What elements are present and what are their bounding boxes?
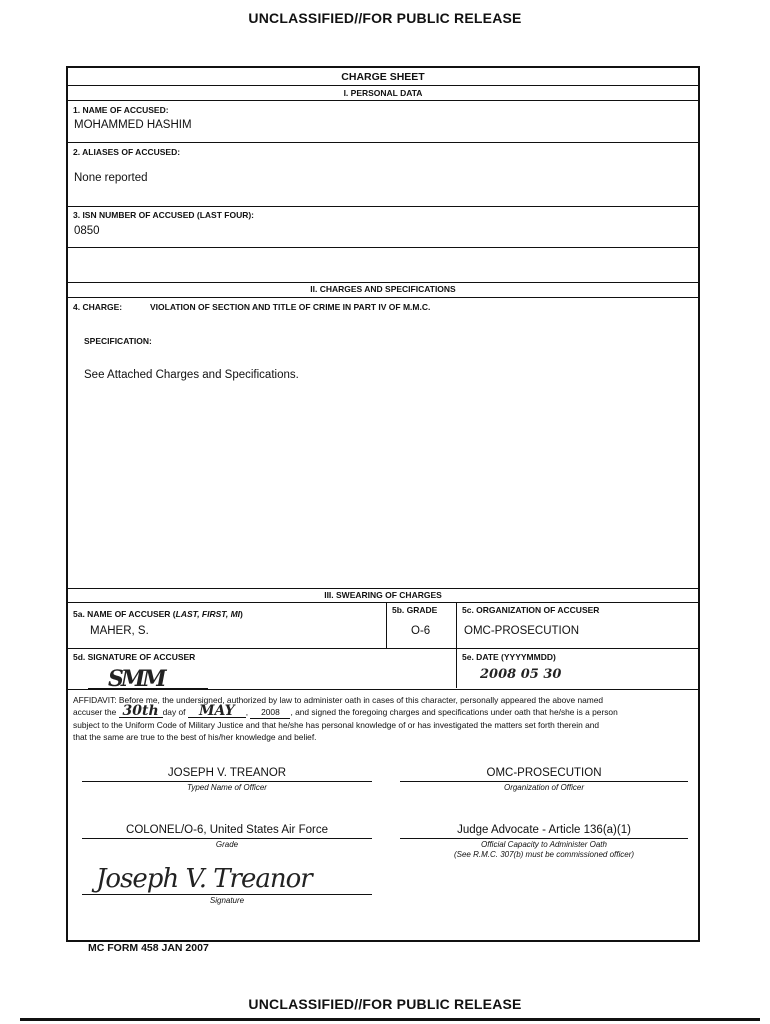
charge-label: 4. CHARGE: [73,302,123,312]
date-value: 2008 05 30 [480,667,562,682]
grade-value: O-6 [411,625,431,637]
section-personal-data: I. PERSONAL DATA [343,88,423,98]
accuser-name-value: MAHER, S. [90,625,149,637]
specification-value: See Attached Charges and Specifications. [84,369,299,381]
officer-capacity: Judge Advocate - Article 136(a)(1) [457,824,631,836]
officer-capacity-caption: Official Capacity to Administer Oath [481,840,607,849]
charge-description: VIOLATION OF SECTION AND TITLE OF CRIME IN PART IV OF M.M.C. [150,302,431,312]
officer-signature: Joseph V. Treanor [96,864,312,894]
accuser-signature: SMM [108,666,164,692]
date-label: 5e. DATE (YYYYMMDD) [462,652,556,662]
isn-value: 0850 [74,225,100,237]
grade-label: 5b. GRADE [392,605,438,615]
officer-organization: OMC-PROSECUTION [486,767,602,779]
aliases-label: 2. ALIASES OF ACCUSED: [73,147,181,157]
officer-name-caption: Typed Name of Officer [187,783,267,792]
officer-signature-caption: Signature [209,896,245,905]
accuser-org-value: OMC-PROSECUTION [464,625,579,637]
officer-capacity-note: (See R.M.C. 307(b) must be commissioned officer) [453,850,635,859]
officer-name: JOSEPH V. TREANOR [167,767,287,779]
affidavit-month: MAY [188,706,246,718]
section-charges: II. CHARGES AND SPECIFICATIONS [310,284,456,294]
form-title: CHARGE SHEET [341,71,425,83]
officer-grade-caption: Grade [215,840,239,849]
accuser-signature-label: 5d. SIGNATURE OF ACCUSER [73,652,196,662]
affidavit-year: 2008 [250,706,290,719]
affidavit-day: 30th [119,706,163,718]
isn-label: 3. ISN NUMBER OF ACCUSED (LAST FOUR): [73,210,255,220]
accused-name-label: 1. NAME OF ACCUSED: [73,105,169,115]
classification-banner-bottom: UNCLASSIFIED//FOR PUBLIC RELEASE [248,996,522,1012]
section-swearing: III. SWEARING OF CHARGES [324,590,442,600]
classification-banner-top: UNCLASSIFIED//FOR PUBLIC RELEASE [248,10,522,26]
officer-grade: COLONEL/O-6, United States Air Force [126,824,328,836]
aliases-value: None reported [74,172,148,184]
charge-sheet-form [66,66,700,942]
accuser-org-label: 5c. ORGANIZATION OF ACCUSER [462,605,600,615]
officer-organization-caption: Organization of Officer [503,783,585,792]
form-identifier: MC FORM 458 JAN 2007 [88,942,209,954]
bottom-rule [20,1018,760,1021]
accused-name-value: MOHAMMED HASHIM [74,119,192,131]
affidavit-text: AFFIDAVIT: Before me, the undersigned, authorized by law to administer oath in cases of this character, personally appeared the above named accuser the 30th day of MAY , 2008 , and signed the foregoing charges and specifications under oath that he/she is a person subject to the Uniform Code of Military Justice and that he/she has personal knowledge of or has investigated the matters set forth therein and that the same are true to the best of his/her knowledge and belief. [73,695,618,742]
accuser-name-label: 5a. NAME OF ACCUSER (LAST, FIRST, MI) [73,609,243,619]
specification-label: SPECIFICATION: [84,336,152,346]
